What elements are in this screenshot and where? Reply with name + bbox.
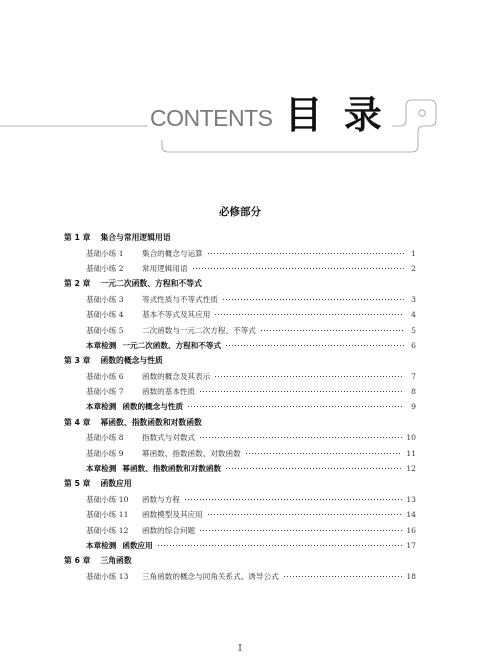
toc-entry-number: 第 5 章 (64, 479, 91, 489)
toc-page-number: 10 (406, 433, 416, 443)
toc-entry-number: 基础小练 11 (86, 510, 129, 520)
toc-entry-title: 函数的概念及其表示 (142, 371, 211, 381)
toc-chapter-row[interactable] (64, 553, 416, 568)
toc-chapter-row[interactable] (64, 230, 416, 245)
dot-leader (192, 268, 404, 269)
header-title (150, 93, 386, 137)
toc-entry-title: 函数应用 (122, 541, 153, 550)
toc-entry-number: 本章检测 (86, 402, 117, 412)
toc-entry-number: 基础小练 4 (86, 310, 124, 320)
dot-leader (214, 376, 404, 377)
toc-page-number: 6 (411, 340, 416, 350)
dot-leader (222, 299, 404, 300)
toc-page-number: 1 (411, 248, 416, 258)
toc-entry-title: 一元二次函数、方程和不等式 (100, 279, 202, 289)
toc-item-row[interactable] (64, 430, 416, 445)
toc-entry-number: 基础小练 1 (86, 248, 124, 258)
toc-page-number: 13 (406, 494, 416, 504)
toc-chapter-row[interactable] (64, 276, 416, 291)
toc-chapter-test-row[interactable] (64, 338, 416, 353)
toc-page-number: 16 (406, 525, 416, 535)
toc-entry-number: 第 4 章 (64, 417, 91, 427)
toc-entry-number: 基础小练 2 (86, 263, 124, 273)
toc-entry-title: 函数的综合问题 (142, 525, 196, 535)
toc-entry-title: 函数的概念与性质 (122, 402, 184, 412)
toc-entry-number: 第 6 章 (64, 556, 91, 566)
toc-page-number: 11 (406, 448, 416, 458)
dot-leader (157, 545, 403, 546)
toc-entry-title: 幂函数、指数函数、对数函数 (142, 448, 241, 458)
toc-entry-title: 常用逻辑用语 (142, 263, 188, 273)
mulu-word: 目 录 (284, 93, 386, 137)
dot-leader (199, 437, 402, 438)
dot-leader (187, 406, 404, 407)
section-title: 必修部分 (219, 206, 261, 218)
toc-entry-number: 本章检测 (86, 340, 117, 350)
dot-leader (225, 468, 402, 469)
toc-entry-number: 本章检测 (86, 541, 117, 550)
toc-entry-number: 基础小练 9 (86, 448, 124, 458)
dot-leader (214, 314, 404, 315)
dot-leader (199, 391, 404, 392)
toc-entry-number: 基础小练 5 (86, 325, 124, 335)
toc-page-number: 5 (411, 325, 416, 335)
toc-entry-title: 指数式与对数式 (142, 433, 196, 443)
toc-item-row[interactable] (64, 292, 416, 307)
dot-leader (260, 330, 404, 331)
toc-entry-number: 基础小练 7 (86, 387, 124, 397)
toc-entry-number: 第 3 章 (64, 356, 91, 366)
toc-entry-title: 幂函数、指数函数和对数函数 (100, 417, 202, 427)
toc-entry-number: 基础小练 8 (86, 433, 124, 443)
toc-entry-title: 函数模型及其应用 (142, 510, 203, 520)
dot-leader (245, 453, 403, 454)
toc-item-row[interactable] (64, 507, 416, 522)
toc-entry-number: 基础小练 3 (86, 294, 124, 304)
toc-page-number: 9 (411, 402, 416, 412)
toc-entry-number: 基础小练 6 (86, 371, 124, 381)
toc-item-row[interactable] (64, 369, 416, 384)
toc-entry-title: 等式性质与不等式性质 (142, 294, 218, 304)
table-of-contents (64, 230, 416, 584)
toc-item-row[interactable] (64, 322, 416, 337)
toc-item-row[interactable] (64, 307, 416, 322)
dot-leader (283, 576, 403, 577)
toc-page-number: 14 (406, 510, 416, 520)
toc-item-row[interactable] (64, 569, 416, 584)
toc-header (0, 0, 480, 200)
toc-page-number: 3 (411, 294, 416, 304)
toc-page-number: 12 (406, 464, 416, 474)
toc-chapter-row[interactable] (64, 476, 416, 491)
toc-entry-title: 三角函数 (100, 556, 132, 566)
toc-chapter-row[interactable] (64, 415, 416, 430)
toc-page-number: 7 (411, 371, 416, 381)
toc-entry-title: 函数与方程 (142, 494, 180, 504)
toc-item-row[interactable] (64, 245, 416, 260)
toc-entry-title: 函数应用 (100, 479, 132, 489)
toc-entry-number: 第 1 章 (64, 233, 91, 243)
toc-entry-number: 基础小练 13 (86, 571, 129, 581)
toc-chapter-row[interactable] (64, 353, 416, 368)
page-number: I (238, 644, 242, 654)
toc-entry-title: 二次函数与一元二次方程、不等式 (142, 325, 256, 335)
toc-entry-number: 第 2 章 (64, 279, 91, 289)
toc-item-row[interactable] (64, 522, 416, 537)
toc-entry-number: 基础小练 12 (86, 525, 129, 535)
dot-leader (207, 514, 403, 515)
toc-chapter-test-row[interactable] (64, 461, 416, 476)
toc-entry-title: 函数的基本性质 (142, 387, 196, 397)
toc-entry-title: 幂函数、指数函数和对数函数 (122, 464, 222, 474)
toc-entry-title: 一元二次函数、方程和不等式 (122, 340, 222, 350)
toc-entry-title: 集合的概念与运算 (142, 248, 203, 258)
toc-page-number: 18 (406, 571, 416, 581)
toc-page-number: 4 (411, 310, 416, 320)
toc-page-number: 8 (411, 387, 416, 397)
toc-entry-title: 基本不等式及其应用 (142, 310, 211, 320)
dot-leader (199, 530, 402, 531)
toc-entry-number: 本章检测 (86, 464, 117, 474)
toc-chapter-test-row[interactable] (64, 399, 416, 414)
dot-leader (207, 253, 404, 254)
toc-item-row[interactable] (64, 384, 416, 399)
toc-page-number: 17 (406, 541, 416, 550)
contents-word: CONTENTS (150, 105, 273, 131)
toc-entry-number: 基础小练 10 (86, 494, 129, 504)
toc-item-row[interactable] (64, 492, 416, 507)
toc-item-row[interactable] (64, 445, 416, 460)
toc-page-number: 2 (411, 263, 416, 273)
toc-entry-title: 函数的概念与性质 (100, 356, 163, 366)
dot-leader (184, 499, 402, 500)
toc-entry-title: 三角函数的概念与同角关系式、诱导公式 (142, 571, 279, 581)
toc-item-row[interactable] (64, 261, 416, 276)
toc-entry-title: 集合与常用逻辑用语 (100, 233, 171, 243)
dot-leader (225, 345, 404, 346)
toc-chapter-test-row[interactable] (64, 538, 416, 553)
